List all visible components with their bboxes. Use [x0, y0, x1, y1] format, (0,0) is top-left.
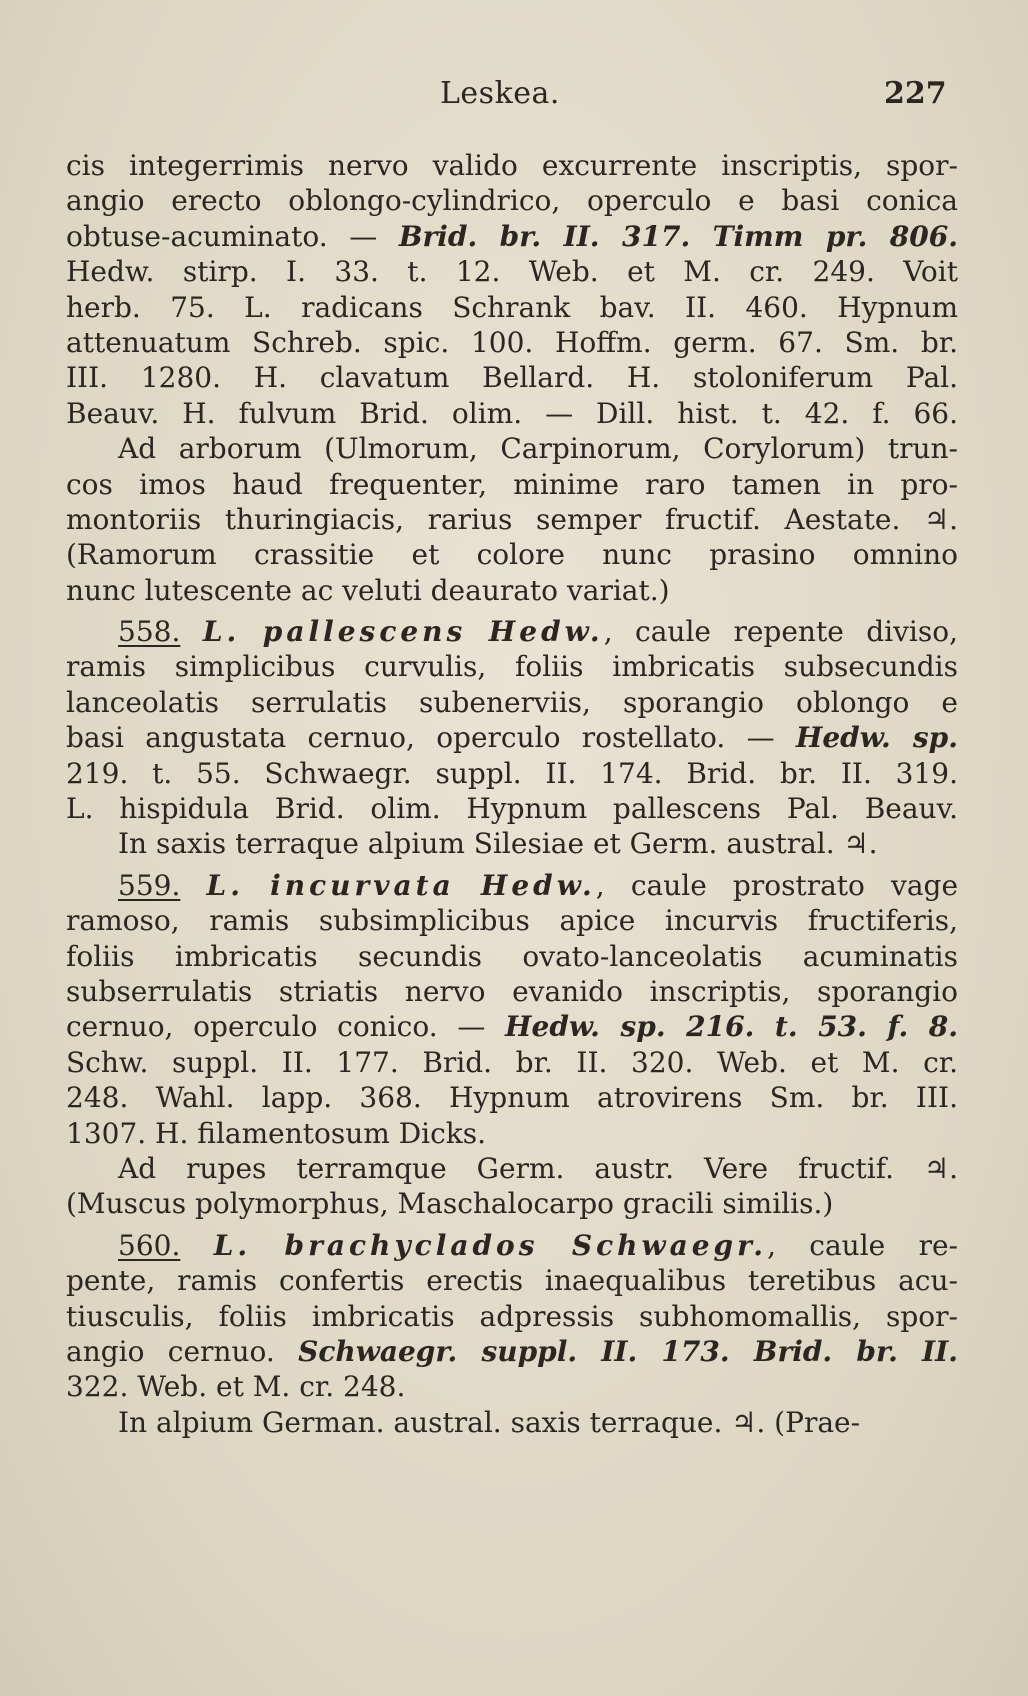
entry-560-heading: 560. L. brachyclados Schwaegr., caule re-	[118, 1228, 959, 1262]
text-line: pente, ramis confertis erectis inaequalibus teretibus acu-	[66, 1264, 958, 1298]
genus: L.	[206, 868, 244, 902]
running-title: Leskea.	[440, 76, 560, 111]
text-line: cis integerrimis nervo valido excurrente inscriptis, spor-	[66, 149, 958, 182]
body-text	[66, 148, 958, 1440]
author: Hedw.	[480, 868, 596, 902]
text-line: lanceolatis serrulatis subenerviis, sporangio oblongo e	[66, 685, 958, 719]
author: Hedw.	[488, 615, 604, 649]
genus: L.	[202, 615, 241, 649]
citation-line: herb. 75. L. radicans Schrank bav. II. 460. Hypnum	[66, 290, 958, 324]
text-line: foliis imbricatis secundis ovato-lanceolatis acuminatis	[66, 939, 958, 973]
citation-line: Schw. suppl. II. 177. Brid. br. II. 320. Web. et M. cr.	[66, 1045, 958, 1079]
habitat-line: montoriis thuringiacis, rarius semper fructif. Aestate. ♃.	[66, 502, 958, 536]
text-line: cernuo, operculo conico. — Hedw. sp. 216. t. 53. f. 8.	[66, 1010, 958, 1044]
citation-line: attenuatum Schreb. spic. 100. Hoffm. germ. 67. Sm. br.	[66, 325, 958, 359]
epithet: brachyclados	[284, 1228, 539, 1262]
citation-line: Hedw. stirp. I. 33. t. 12. Web. et M. cr. 249. Voit	[66, 255, 958, 289]
citation-line: 248. Wahl. lapp. 368. Hypnum atrovirens Sm. br. III.	[66, 1081, 958, 1115]
habitat-line: nunc lutescente ac veluti deaurato variat.)	[66, 573, 670, 607]
citation-line: 322. Web. et M. cr. 248.	[66, 1370, 406, 1404]
entry-number: 559.	[118, 868, 181, 902]
citation-line: 1307. H. filamentosum Dicks.	[66, 1116, 487, 1150]
habitat-line: (Muscus polymorphus, Maschalocarpo gracili similis.)	[66, 1187, 834, 1221]
page-number: 227	[884, 76, 947, 111]
entry-number: 558.	[118, 615, 181, 649]
citation-line: 219. t. 55. Schwaegr. suppl. II. 174. Brid. br. II. 319.	[66, 756, 958, 790]
citation-line: Beauv. H. fulvum Brid. olim. — Dill. hist. t. 42. f. 66.	[66, 396, 958, 430]
habitat-line: (Ramorum crassitie et colore nunc prasino omnino	[66, 538, 958, 572]
habitat-line: Ad rupes terramque Germ. austr. Vere fructif. ♃.	[118, 1151, 958, 1185]
text-line: subserrulatis striatis nervo evanido inscriptis, sporangio	[66, 974, 958, 1008]
habitat-line: Ad arborum (Ulmorum, Carpinorum, Corylorum) trun-	[118, 432, 958, 466]
text-line: tiusculis, foliis imbricatis adpressis subhomomallis, spor-	[66, 1299, 958, 1333]
entry-number: 560.	[118, 1228, 181, 1262]
text-line: obtuse-acuminato. — Brid. br. II. 317. Timm pr. 806.	[66, 219, 958, 253]
text-line: ramis simplicibus curvulis, foliis imbricatis subsecundis	[66, 650, 958, 684]
text-line: ramoso, ramis subsimplicibus apice incurvis fructiferis,	[66, 904, 958, 938]
citation-line: L. hispidula Brid. olim. Hypnum pallescens Pal. Beauv.	[66, 792, 958, 826]
genus: L.	[213, 1228, 252, 1262]
entry-559-heading: 559. L. incurvata Hedw., caule prostrato vage	[118, 868, 959, 902]
epithet: incurvata	[270, 868, 455, 902]
citation-line: III. 1280. H. clavatum Bellard. H. stoloniferum Pal.	[66, 361, 958, 395]
text-line: basi angustata cernuo, operculo rostellato. — Hedw. sp.	[66, 721, 958, 755]
running-head	[0, 76, 1028, 116]
habitat-line: In alpium German. austral. saxis terraque. ♃. (Prae-	[118, 1405, 861, 1439]
text-line: angio cernuo. Schwaegr. suppl. II. 173. Brid. br. II.	[66, 1334, 958, 1368]
habitat-line: cos imos haud frequenter, minime raro tamen in pro-	[66, 467, 958, 501]
author: Schwaegr.	[571, 1228, 768, 1262]
habitat-line: In saxis terraque alpium Silesiae et Germ. austral. ♃.	[118, 827, 878, 861]
entry-558-heading: 558. L. pallescens Hedw., caule repente diviso,	[118, 615, 959, 649]
text-line: angio erecto oblongo-cylindrico, operculo e basi conica	[66, 184, 958, 218]
epithet: pallescens	[262, 615, 467, 649]
